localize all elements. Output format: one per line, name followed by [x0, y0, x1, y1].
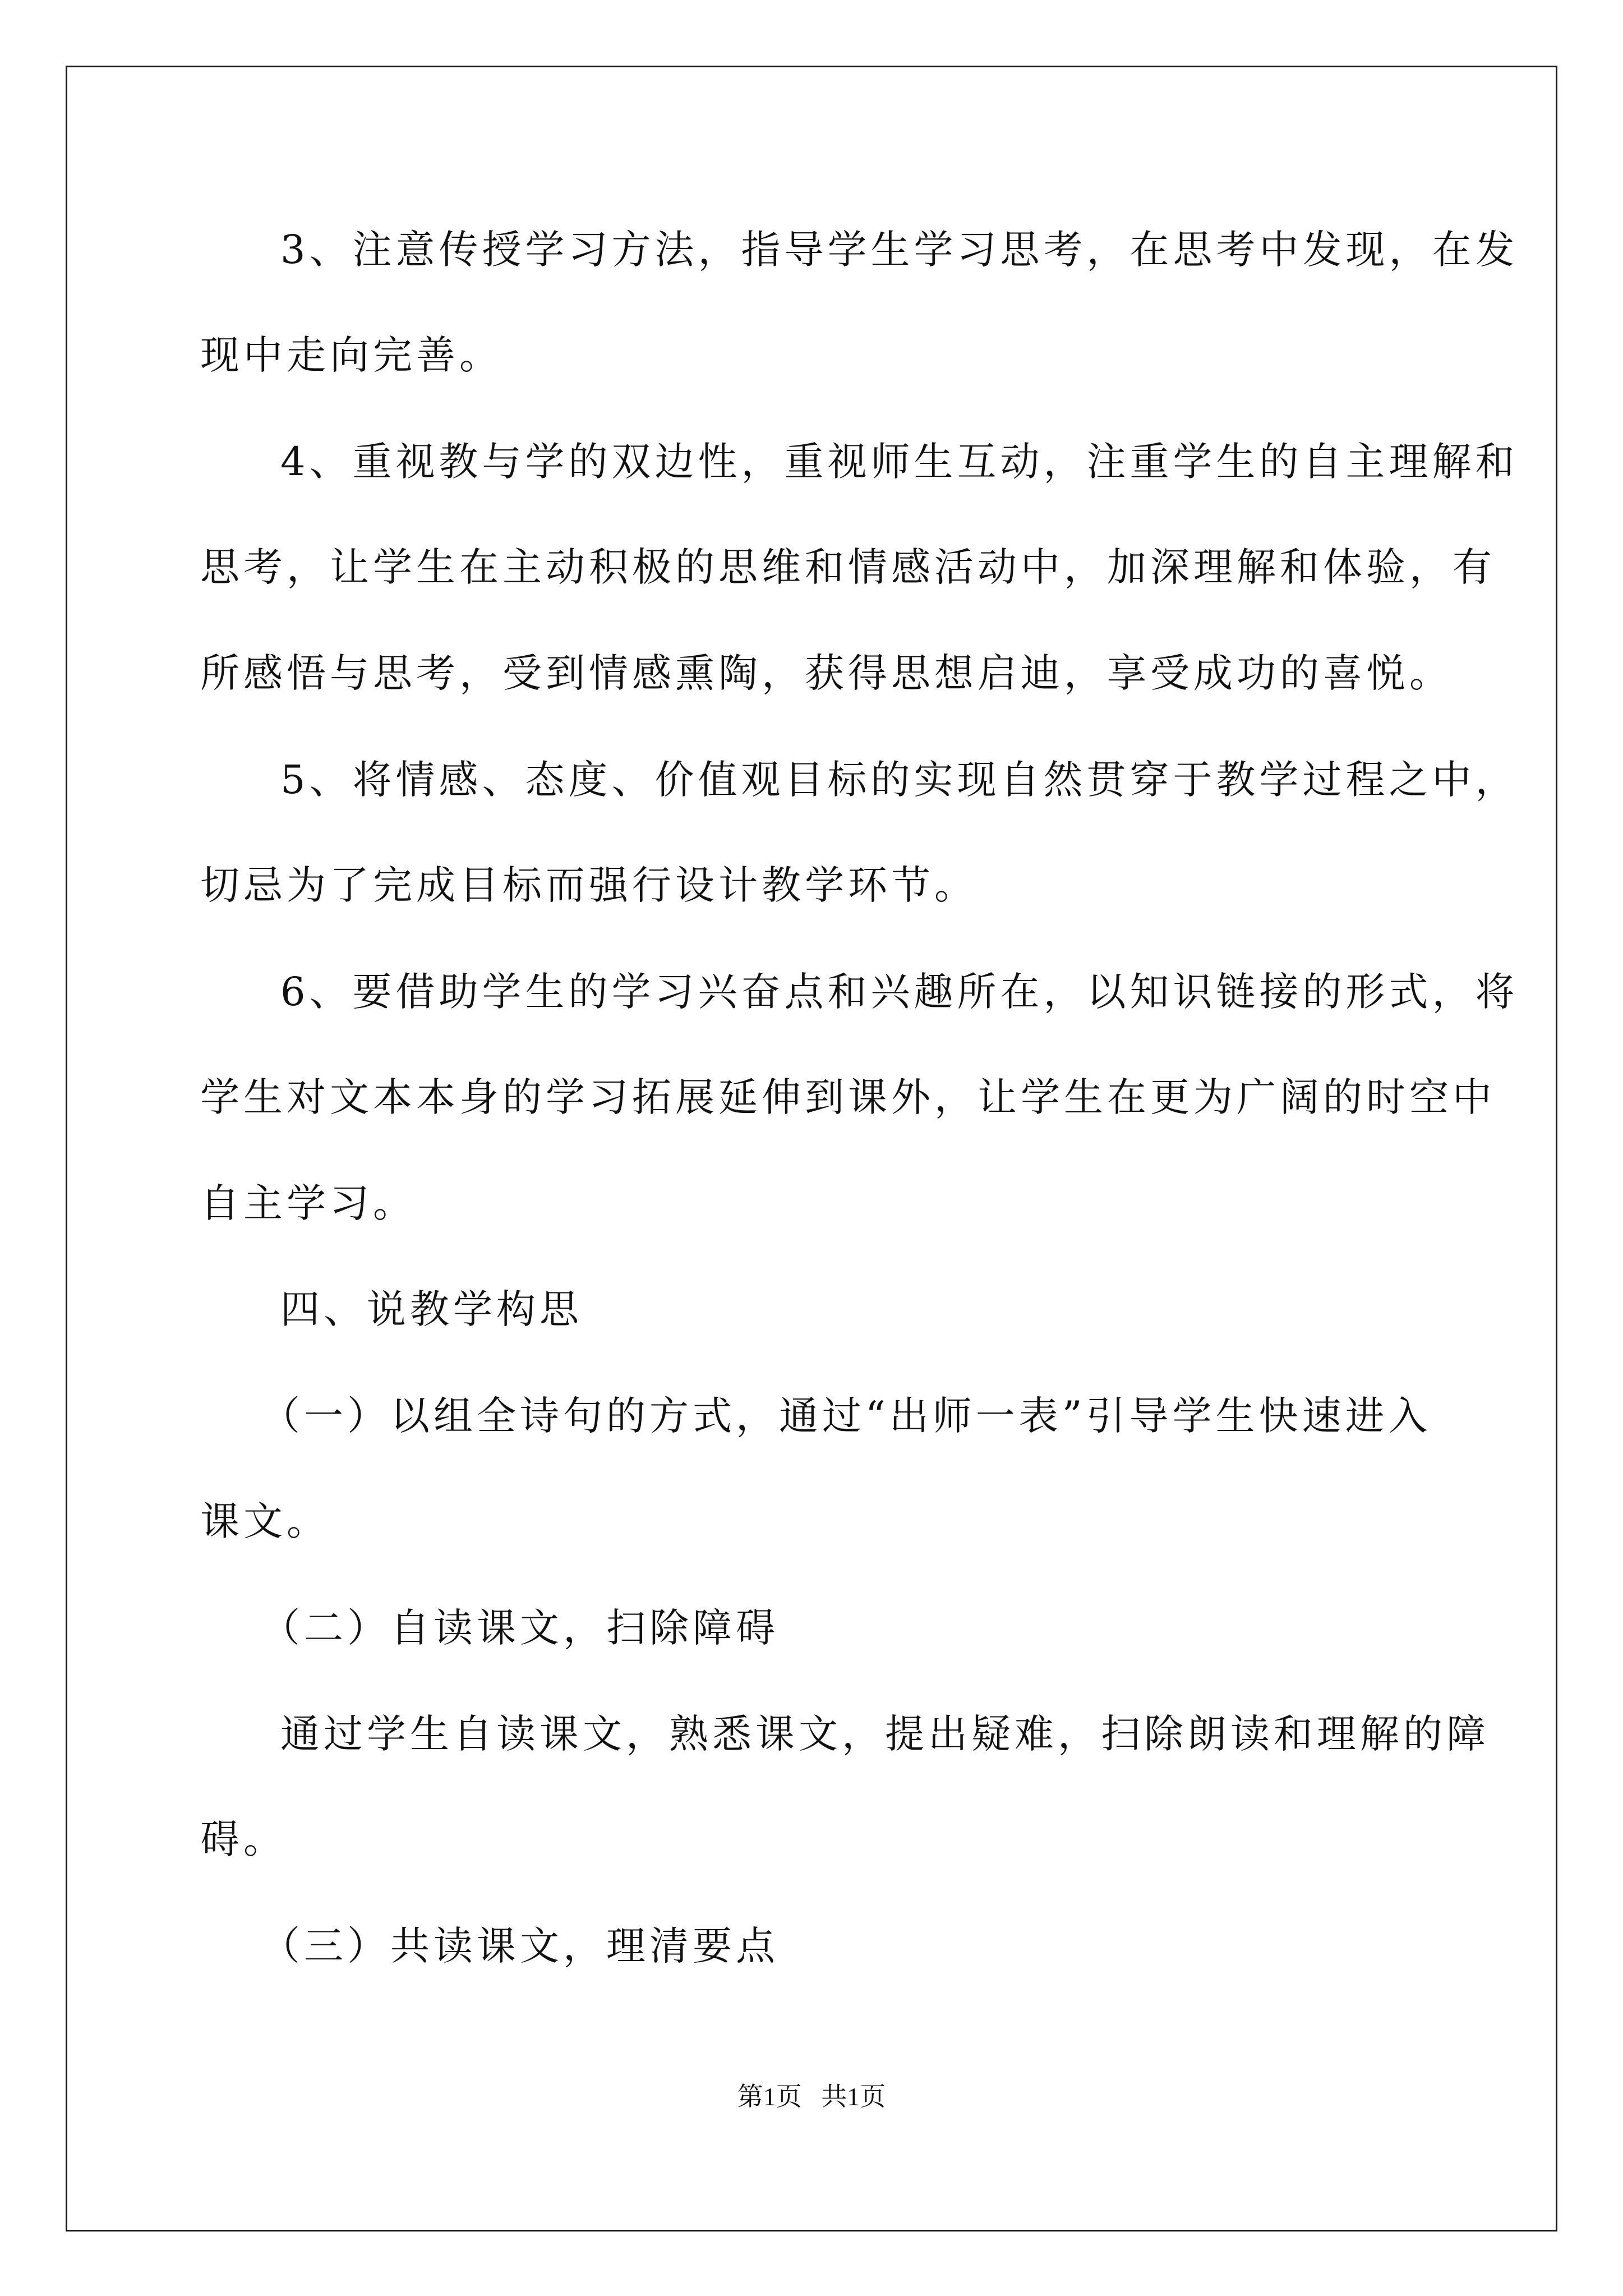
paragraph-3-line-1: 3、注意传授学习方法，指导学生学习思考，在思考中发现，在发	[280, 227, 1519, 273]
step-2-heading: （二）自读课文，扫除障碍	[261, 1605, 779, 1651]
paragraph-4-line-1: 4、重视教与学的双边性，重视师生互动，注重学生的自主理解和	[280, 439, 1519, 485]
paragraph-5-line-1: 5、将情感、态度、价值观目标的实现自然贯穿于教学过程之中，	[280, 757, 1519, 803]
step-3-heading: （三）共读课文，理清要点	[261, 1923, 779, 1969]
step-2-line-1: 通过学生自读课文，熟悉课文，提出疑难，扫除朗读和理解的障	[280, 1711, 1490, 1757]
section-heading-4: 四、说教学构思	[280, 1286, 583, 1332]
paragraph-6-line-2: 学生对文本本身的学习拓展延伸到课外，让学生在更为广阔的时空中	[200, 1074, 1496, 1120]
paragraph-4-line-3: 所感悟与思考，受到情感熏陶，获得思想启迪，享受成功的喜悦。	[200, 650, 1453, 696]
paragraph-4-line-2: 思考，让学生在主动积极的思维和情感活动中，加深理解和体验，有	[200, 544, 1496, 590]
paragraph-5-line-2: 切忌为了完成目标而强行设计教学环节。	[200, 862, 978, 908]
step-1-line-2: 课文。	[200, 1498, 330, 1544]
paragraph-6-line-1: 6、要借助学生的学习兴奋点和兴趣所在，以知识链接的形式，将	[280, 969, 1519, 1015]
paragraph-6-line-3: 自主学习。	[200, 1180, 416, 1226]
page-border	[66, 66, 1557, 2231]
step-1-line-1: （一）以组全诗句的方式，通过“出师一表”引导学生快速进入	[261, 1393, 1432, 1439]
step-2-line-2: 碍。	[200, 1816, 287, 1862]
paragraph-3-line-2: 现中走向完善。	[200, 332, 502, 378]
page-footer: 第1页 共1页	[737, 2082, 886, 2111]
